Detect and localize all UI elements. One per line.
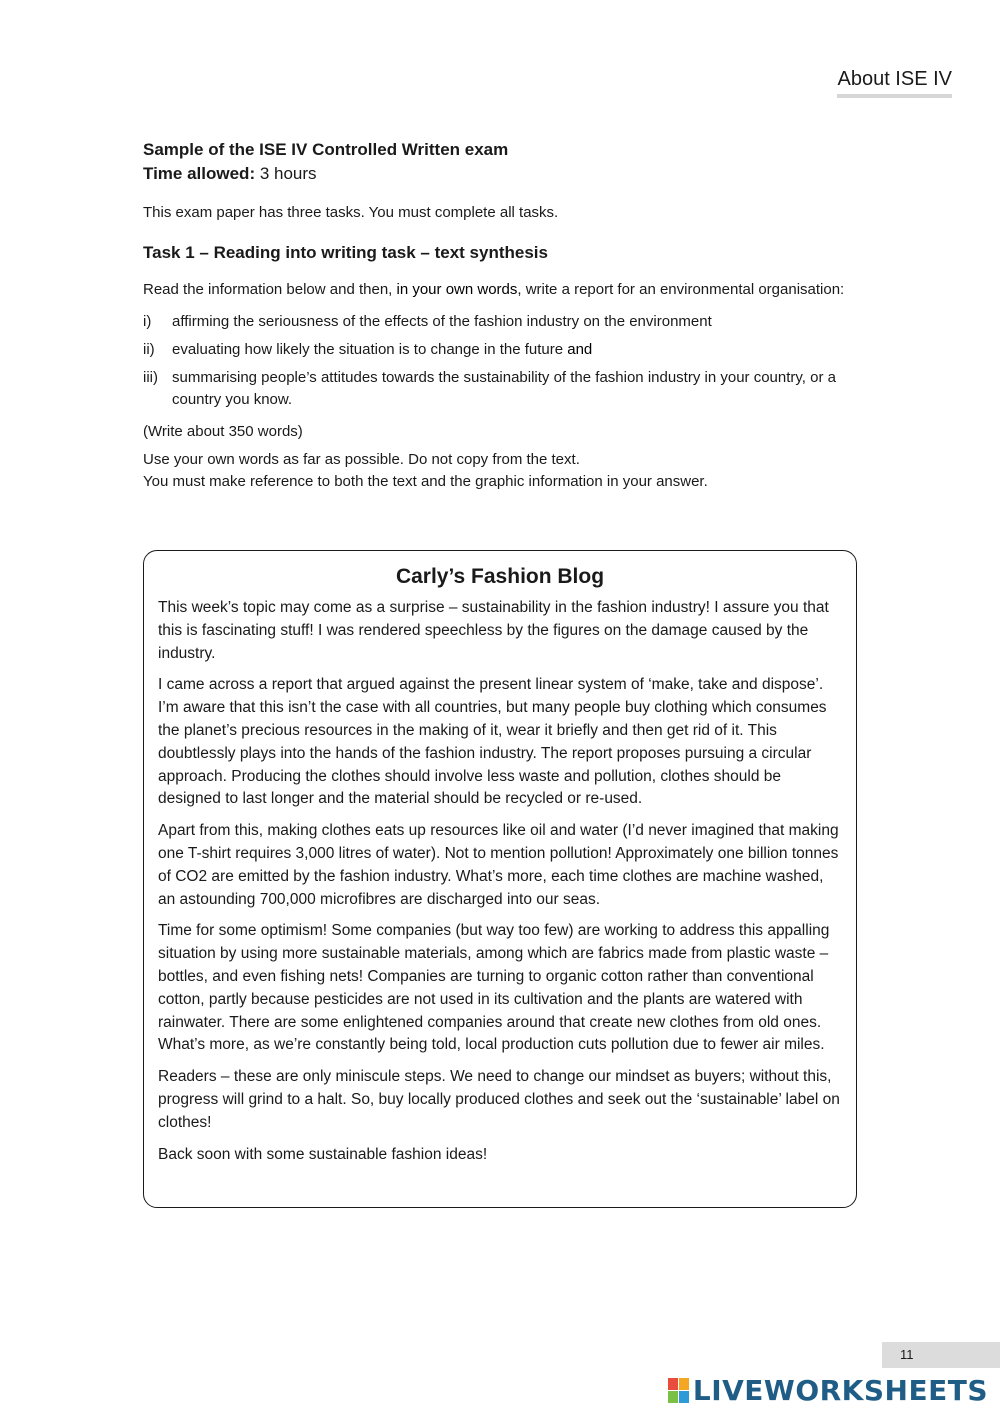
logo-block	[668, 1378, 678, 1390]
time-allowed-label: Time allowed:	[143, 164, 256, 183]
point-text-body: evaluating how likely the situation is to change in the future	[172, 341, 568, 358]
point-number: iii)	[143, 369, 158, 386]
point-conjunction: and	[567, 341, 593, 358]
blog-paragraph: Back soon with some sustainable fashion ideas!	[158, 1145, 488, 1163]
exam-title: Sample of the ISE IV Controlled Written exam	[143, 140, 509, 159]
logo-block	[679, 1391, 689, 1403]
point-number: i)	[143, 313, 152, 330]
blog-paragraph: Time for some optimism! Some companies (but way too few) are working to address this appalling situation by using more sustainable materials, among which are fabrics made from plastic waste – bottles, and even fishing nets! Companies are turning to organic cotton rather than conventional cotton, partly because pesticides are not used in its cultivation and the plants are watered with rainwater. There are some enlightened companies around that create new clothes from old ones. What’s more, as we’re constantly being told, local production cuts pollution due to fewer air miles.	[158, 922, 830, 1054]
point-text	[172, 339, 857, 361]
task-rules	[143, 449, 857, 493]
word-count-note: (Write about 350 words)	[143, 423, 303, 440]
point-text-body: summarising people’s attitudes towards the sustainability of the fashion industry in your country, or a country you know.	[172, 369, 836, 408]
blog-text-box	[143, 550, 857, 1208]
instruction-post: , write a report for an environmental organisation:	[517, 281, 845, 298]
task-points	[143, 311, 857, 411]
blog-paragraph: Readers – these are only miniscule steps. We need to change our mindset as buyers; without this, progress will grind to a halt. So, buy locally produced clothes and seek out the ‘sustainable’ label on clothes!	[158, 1068, 840, 1131]
point-text-body: affirming the seriousness of the effects of the fashion industry on the environment	[172, 313, 712, 330]
rule-reference: You must make reference to both the text and the graphic information in your answer.	[143, 473, 708, 490]
time-allowed-value: 3 hours	[259, 164, 317, 183]
time-allowed	[143, 164, 857, 184]
exam-instructions	[143, 140, 857, 493]
point-number: ii)	[143, 341, 155, 358]
blog-title: Carly’s Fashion Blog	[395, 565, 605, 588]
task-point	[143, 339, 857, 361]
task-point	[143, 367, 857, 411]
rule-own-words: Use your own words as far as possible. Do not copy from the text.	[143, 451, 580, 468]
logo-block	[679, 1378, 689, 1390]
instruction-emphasis: in your own words	[396, 281, 518, 298]
task-heading: Task 1 – Reading into writing task – text synthesis	[143, 243, 548, 262]
liveworksheets-logo-icon	[668, 1378, 690, 1404]
instruction-pre: Read the information below and then,	[143, 281, 397, 298]
exam-intro: This exam paper has three tasks. You must complete all tasks.	[143, 204, 559, 221]
page-number: 11	[900, 1347, 914, 1362]
task-point	[143, 311, 857, 333]
blog-paragraph: This week’s topic may come as a surprise – sustainability in the fashion industry! I assure you that this is fascinating stuff! I was rendered speechless by the figures on the damage caused by the industry.	[158, 599, 829, 662]
liveworksheets-watermark[interactable]	[668, 1374, 988, 1407]
point-text	[172, 311, 857, 333]
point-text	[172, 367, 857, 411]
section-label: About ISE IV	[837, 68, 952, 98]
page-number-box	[882, 1342, 1000, 1368]
blog-paragraph: Apart from this, making clothes eats up resources like oil and water (I’d never imagined that making one T-shirt requires 3,000 litres of water). Not to mention pollution! Approximately one billion tonnes of CO2 are emitted by the fashion industry. What’s more, each time clothes are machine washed, an astounding 700,000 microfibres are discharged into our seas.	[158, 822, 839, 908]
watermark-text: LIVEWORKSHEETS	[692, 1374, 988, 1407]
task-instruction	[143, 279, 857, 301]
blog-paragraph: I came across a report that argued against the present linear system of ‘make, take and dispose’. I’m aware that this isn’t the case with all countries, but many people buy clothing which consumes the planet’s precious resources in the making of it, wear it briefly and then get rid of it. This doubtlessly plays into the hands of the fashion industry. The report proposes pursuing a circular approach. Producing the clothes should involve less waste and pollution, clothes should be designed to last longer and the material should be recycled or re-used.	[158, 676, 827, 808]
logo-block	[668, 1391, 678, 1403]
